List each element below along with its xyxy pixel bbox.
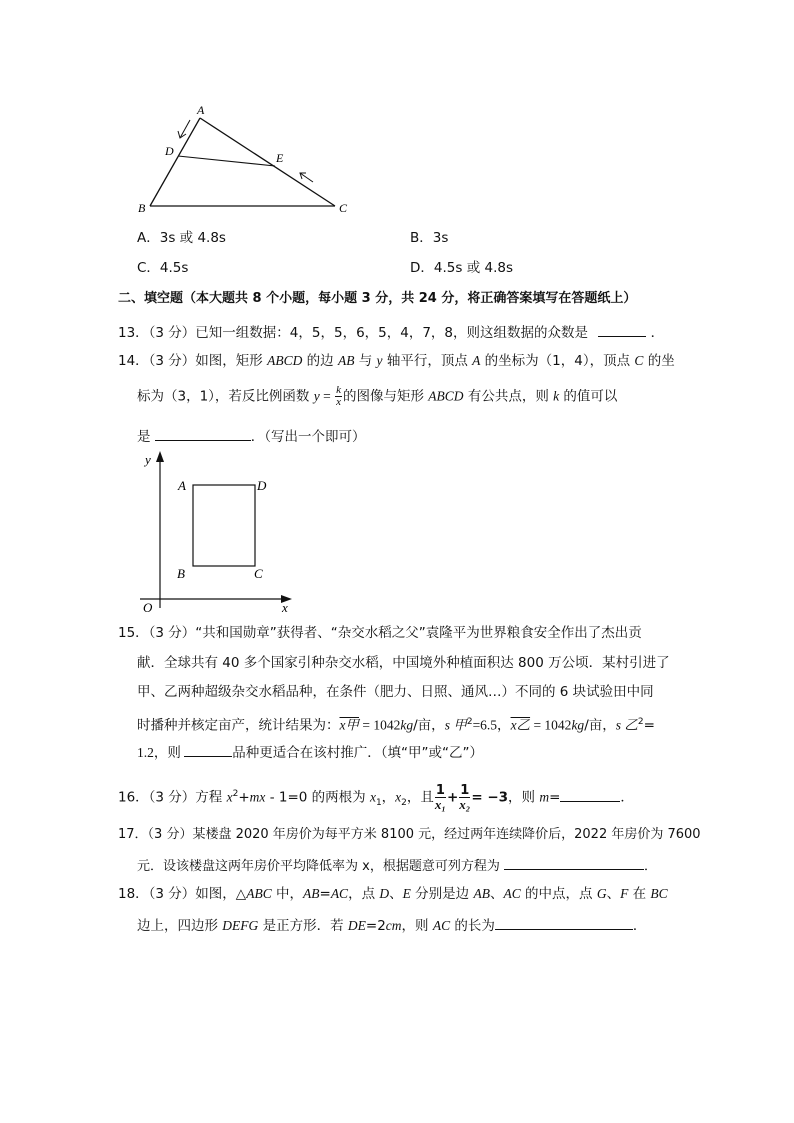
text: 中， <box>271 886 303 902</box>
math: AB <box>337 353 355 368</box>
math: ABC <box>246 886 272 901</box>
math: BC <box>650 886 668 901</box>
option-d: D．4.5s 或 4.8s <box>410 260 513 276</box>
text: ． <box>643 859 657 874</box>
math: = <box>319 388 335 404</box>
text: 18．（3 分）如图，△ <box>118 886 247 902</box>
text: 是正方形．若 <box>258 918 348 934</box>
math: x <box>395 789 402 805</box>
math: + <box>446 789 459 806</box>
math: DEFG <box>222 918 259 933</box>
text: ．（写出一个即可） <box>250 429 366 445</box>
q13-text: 13．（3 分）已知一组数据：4，5，5，6，5，4，7，8，则这组数据的众数是 <box>118 325 589 341</box>
text: 1.2，则 <box>137 745 185 760</box>
label-o: O <box>143 600 153 613</box>
text: ， <box>381 789 396 806</box>
q17-answer-blank[interactable] <box>504 855 644 870</box>
subscript: 1 <box>375 798 382 809</box>
math: F <box>620 886 629 901</box>
unit: kg <box>571 717 585 733</box>
text: = <box>319 886 331 902</box>
q15-answer-blank[interactable] <box>184 742 232 757</box>
text: 的坐 <box>643 353 675 369</box>
text: = <box>549 789 561 806</box>
question-14-line2 <box>137 385 617 408</box>
text: ，且 <box>406 789 434 806</box>
label-b: B <box>177 566 185 581</box>
text: ，点 <box>348 886 380 902</box>
math: E <box>402 886 411 901</box>
question-13 <box>118 322 664 342</box>
math: AC <box>503 886 521 901</box>
numerator: 1 <box>460 783 470 798</box>
question-15-line4: 时播种并核定亩产，统计结果为：x甲 = 1042kg/亩，s 甲$^2$=6.5，x乙 = 1042kg/亩，s 乙$^2$= <box>137 717 655 734</box>
exponent: 2 <box>232 789 239 799</box>
text: 的边 <box>302 353 338 369</box>
question-17-line1: 17．（3 分）某楼盘 2020 年房价为每平方米 8100 元，经过两年连续降价后，2022 年房价为 7600 <box>118 827 701 842</box>
question-18-line2 <box>137 915 646 935</box>
question-15-line5 <box>137 742 483 762</box>
math: A <box>472 353 481 368</box>
math: m <box>539 789 550 805</box>
math: = 1042 <box>359 717 401 733</box>
math: y <box>376 353 383 368</box>
text: ． <box>632 918 647 934</box>
q13-answer-blank[interactable] <box>598 322 646 337</box>
q18-answer-blank[interactable] <box>495 915 633 930</box>
text: 时播种并核定亩产，统计结果为： <box>137 717 340 734</box>
text: ． <box>620 789 634 806</box>
text: 的中点，点 <box>520 886 597 902</box>
text: 是 <box>137 429 155 445</box>
mean-yi: x乙 <box>510 717 531 733</box>
q16-answer-blank[interactable] <box>560 787 620 802</box>
text: 分别是边 <box>410 886 474 902</box>
numerator: k <box>336 384 341 396</box>
question-15-line1: 15．（3 分）“共和国勋章”获得者、“杂交水稻之父”袁隆平为世界粮食安全作出了杰出贡 <box>118 625 642 641</box>
denominator: x₂ <box>459 797 471 812</box>
math: cm <box>385 918 402 933</box>
text: 的图像与矩形 <box>343 388 429 405</box>
math: = 1042 <box>530 717 572 733</box>
option-c: C．4.5s <box>137 260 189 276</box>
math: x <box>369 789 376 805</box>
label-c: C <box>339 201 348 215</box>
math: k <box>553 388 560 404</box>
question-15-line3: 甲、乙两种超级杂交水稻品种，在条件（肥力、日照、通风…）不同的 6 块试验田中同 <box>137 684 654 700</box>
mean-jia: x甲 <box>339 717 359 733</box>
label-y: y <box>145 452 151 467</box>
question-16 <box>118 784 634 812</box>
label-d: D <box>165 144 174 158</box>
denominator: x₁ <box>434 797 446 812</box>
text: = <box>643 717 655 734</box>
label-d: D <box>257 478 267 493</box>
option-a: A．3s 或 4.8s <box>137 230 226 246</box>
coordinate-figure <box>135 448 300 613</box>
text: /亩， <box>413 717 445 734</box>
text: ，则 <box>508 789 540 806</box>
variance-yi: s 乙 <box>615 717 638 733</box>
math: AB <box>303 886 320 901</box>
text: 在 <box>628 886 651 902</box>
label-a: A <box>178 478 186 493</box>
text: 标为（3，1），若反比例函数 <box>137 388 314 405</box>
math: C <box>634 353 644 368</box>
fraction-k-over-x <box>335 385 342 408</box>
text: 、 <box>606 886 621 902</box>
text: 边上，四边形 <box>137 918 223 934</box>
text: 14．（3 分）如图，矩形 <box>118 353 268 369</box>
fraction-1-over-x2 <box>459 784 470 811</box>
text: 品种更适合在该村推广．（填“甲”或“乙”） <box>232 745 483 761</box>
label-c: C <box>254 566 263 581</box>
text: 、 <box>389 886 403 902</box>
math: AC <box>432 918 451 933</box>
text: 轴平行，顶点 <box>382 353 473 369</box>
question-18-line1 <box>118 885 668 903</box>
question-14-line1 <box>118 352 675 370</box>
text: 的长为 <box>450 918 495 934</box>
math: ABCD <box>428 388 464 404</box>
q13-tail: ． <box>650 325 665 341</box>
text: 、 <box>489 886 504 902</box>
subscript: 2 <box>401 798 407 809</box>
math: AC <box>330 886 349 901</box>
question-14-line3 <box>137 426 366 446</box>
math: D <box>379 886 390 901</box>
option-b: B．3s <box>410 230 449 246</box>
text: /亩， <box>584 717 616 734</box>
question-17-line2 <box>137 855 657 876</box>
label-x: x <box>282 600 288 613</box>
math: =6.5， <box>472 717 511 733</box>
numerator: 1 <box>435 783 445 798</box>
label-b: B <box>138 201 146 215</box>
math: AB <box>473 886 490 901</box>
text: 元．设该楼盘这两年房价平均降低率为 x，根据题意可列方程为 <box>137 859 504 874</box>
math: y <box>313 388 320 404</box>
math: G <box>596 886 607 901</box>
unit: kg <box>400 717 414 733</box>
text: 与 <box>354 353 377 369</box>
triangle-figure <box>130 98 360 218</box>
math: = −3 <box>471 789 509 806</box>
text: 16．（3 分）方程 <box>118 789 227 806</box>
text: 的值可以 <box>559 388 618 405</box>
q14-answer-blank[interactable] <box>155 426 251 441</box>
fraction-1-over-x1 <box>435 784 446 811</box>
math: mx <box>249 789 266 805</box>
section-title: 二、填空题（本大题共 8 个小题，每小题 3 分，共 24 分，将正确答案填写在答题纸上） <box>118 291 637 306</box>
math: DE <box>347 918 366 933</box>
variance-jia: s 甲 <box>444 717 467 733</box>
text: - 1=0 的两根为 <box>265 789 370 806</box>
math: ABCD <box>267 353 303 368</box>
text: + <box>238 789 250 806</box>
denominator: x <box>336 396 341 408</box>
text: ，则 <box>401 918 433 934</box>
label-a: A <box>197 103 205 117</box>
math: x <box>226 789 233 805</box>
label-e: E <box>276 151 284 165</box>
question-15-line2: 献．全球共有 40 多个国家引种杂交水稻，中国境外种植面积达 800 万公顷．某村引进了 <box>137 655 670 671</box>
text: =2 <box>365 918 386 934</box>
text: 有公共点，则 <box>463 388 554 405</box>
text: 的坐标为（1，4），顶点 <box>480 353 635 369</box>
